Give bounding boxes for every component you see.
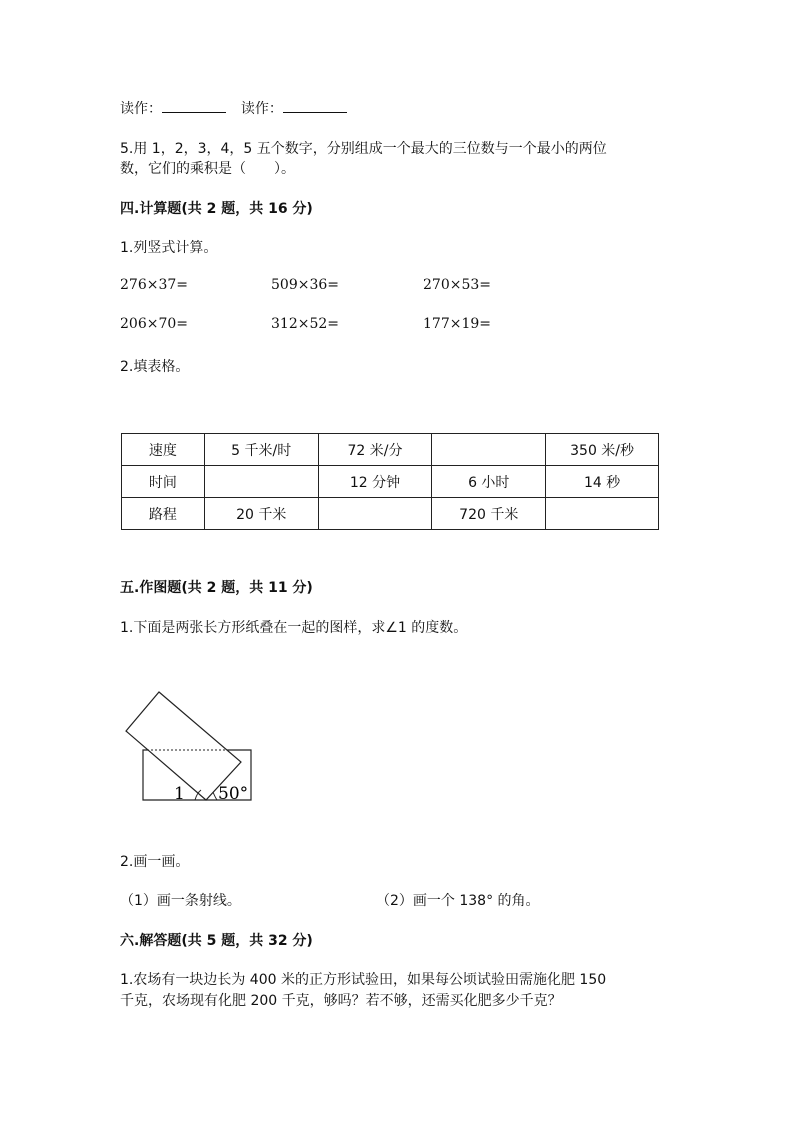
expression-5: 312×52= (271, 316, 339, 332)
table-cell: 720 千米 (432, 498, 546, 530)
expression-2: 509×36= (271, 277, 339, 293)
answer-blank-1[interactable] (162, 98, 226, 113)
table-cell: 350 米/秒 (546, 434, 659, 466)
read-line (120, 98, 347, 118)
table-cell: 速度 (122, 434, 205, 466)
section-5-q2-part-2: （2）画一个 138° 的角。 (376, 893, 540, 909)
section-5-q2-title: 2.画一画。 (120, 854, 190, 870)
angle-50-arc (213, 792, 217, 800)
question-5-line-1: 5.用 1，2，3，4，5 五个数字，分别组成一个最大的三位数与一个最小的两位 (120, 141, 607, 157)
section-6-q1-line-2: 千克，农场现有化肥 200 千克，够吗？若不够，还需买化肥多少千克？ (120, 993, 562, 1009)
table-cell: 72 米/分 (318, 434, 432, 466)
section-5-q2-part-1: （1）画一条射线。 (120, 893, 241, 909)
table-cell: 12 分钟 (318, 466, 432, 498)
angle-1-label: 1 (174, 784, 185, 804)
expression-3: 270×53= (423, 277, 491, 293)
read-label-2: 读作： (240, 101, 283, 117)
question-5-line-2: 数，它们的乘积是（ ）。 (120, 161, 295, 177)
table-cell-blank[interactable] (432, 434, 546, 466)
table-cell-blank[interactable] (204, 466, 318, 498)
speed-time-distance-table (121, 433, 659, 530)
section-4-title: 四.计算题(共 2 题，共 16 分) (120, 201, 313, 217)
table-cell: 时间 (122, 466, 205, 498)
section-5-q1-title: 1.下面是两张长方形纸叠在一起的图样，求∠1 的度数。 (120, 620, 468, 636)
table-row-speed (122, 434, 659, 466)
angle-50-label: 50° (218, 784, 249, 804)
expression-4: 206×70= (120, 316, 188, 332)
expression-1: 276×37= (120, 277, 188, 293)
table-cell: 14 秒 (546, 466, 659, 498)
expression-6: 177×19= (423, 316, 491, 332)
table-cell-blank[interactable] (546, 498, 659, 530)
table-cell: 6 小时 (432, 466, 546, 498)
table-cell-blank[interactable] (318, 498, 432, 530)
section-6-title: 六.解答题(共 5 题，共 32 分) (120, 933, 313, 949)
answer-blank-2[interactable] (283, 98, 347, 113)
section-6-q1-line-1: 1.农场有一块边长为 400 米的正方形试验田，如果每公顷试验田需施化肥 150 (120, 972, 607, 988)
table-cell: 5 千米/时 (204, 434, 318, 466)
section-4-q1-title: 1.列竖式计算。 (120, 240, 218, 256)
read-label-1: 读作： (120, 101, 162, 117)
table-row-distance (122, 498, 659, 530)
table-cell: 路程 (122, 498, 205, 530)
section-5-title: 五.作图题(共 2 题，共 11 分) (120, 580, 313, 596)
overlapping-rectangles-figure (120, 685, 260, 805)
table-cell: 20 千米 (204, 498, 318, 530)
table-row-time (122, 466, 659, 498)
section-4-q2-title: 2.填表格。 (120, 359, 190, 375)
